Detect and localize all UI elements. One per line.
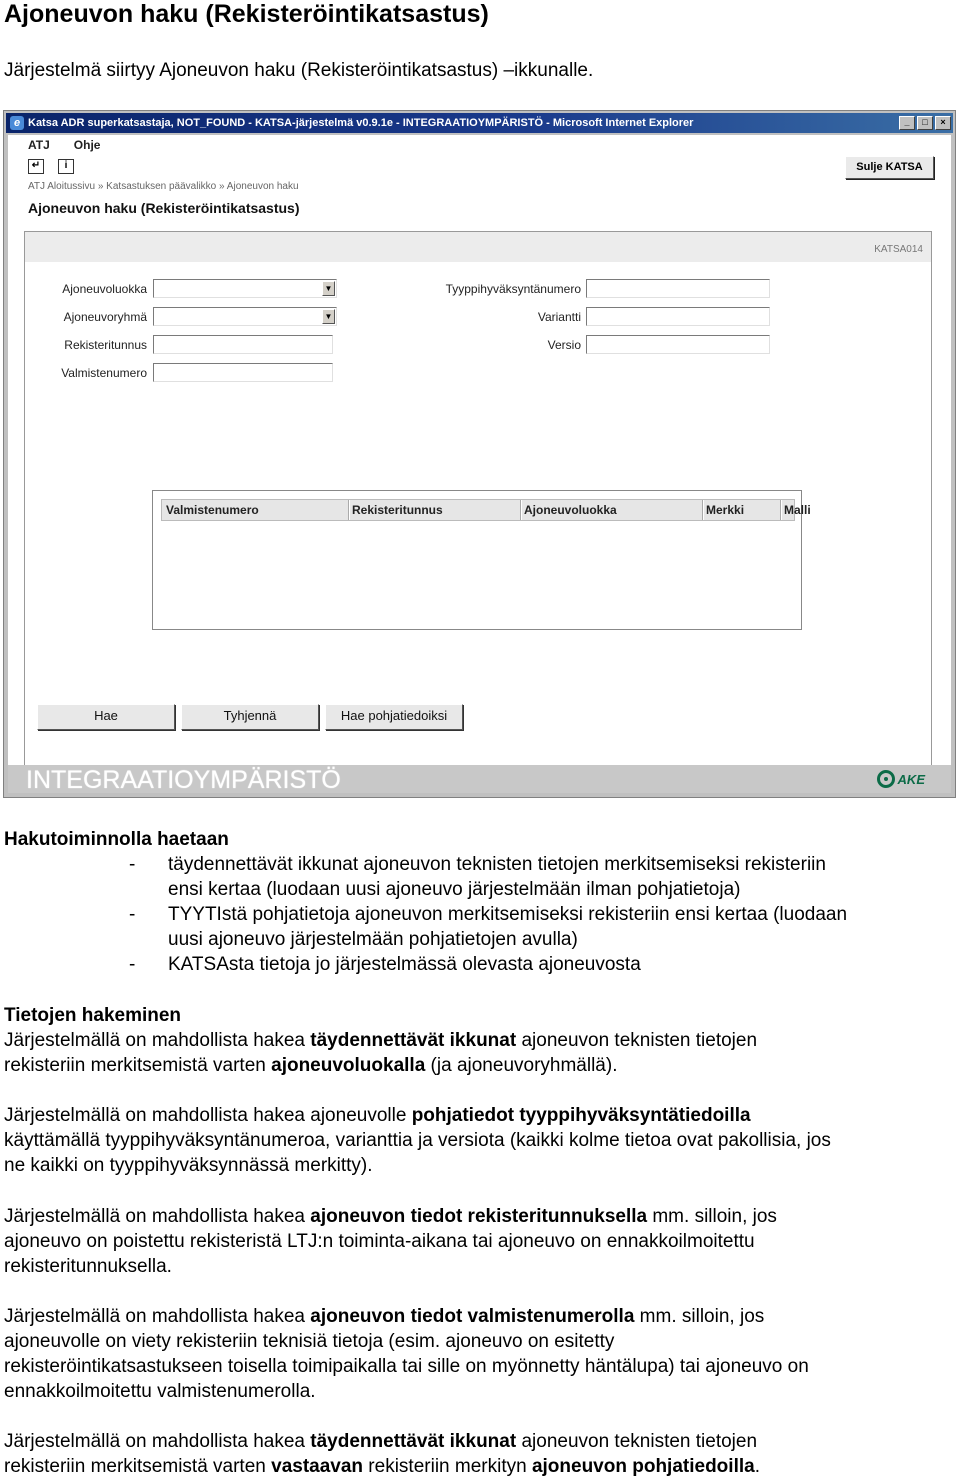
environment-label: INTEGRAATIOYMPÄRISTÖ xyxy=(26,766,341,794)
search-panel xyxy=(24,231,932,777)
fetch-section xyxy=(4,1003,954,1078)
menu-item-ohje[interactable]: Ohje xyxy=(73,138,101,152)
field-label-rekisteritunnus: Rekisteritunnus xyxy=(64,338,147,352)
field-label-tyyppihyvaksyntanumero: Tyyppihyväksyntänumero xyxy=(445,282,581,296)
versio-input[interactable] xyxy=(586,335,770,354)
window-titlebar xyxy=(6,113,953,133)
paragraph-base-data: Järjestelmällä on mahdollista hakea täydennettävät ikkunat ajoneuvon teknisten tietojen rekisteriin merkitsemistä varten vastaavan rekisteriin merkityn ajoneuvon pohjatiedoilla. xyxy=(4,1431,760,1477)
column-header-merkki[interactable]: Merkki xyxy=(706,503,745,517)
window-title: Katsa ADR superkatsastaja, NOT_FOUND - KATSA-järjestelmä v0.9.1e - INTEGRAATIOYMPÄRISTÖ - Microsoft Internet Explorer xyxy=(28,117,694,129)
menu-bar xyxy=(28,138,100,152)
hae-pohjatiedoiksi-button[interactable]: Hae pohjatiedoiksi xyxy=(325,704,463,730)
column-header-rekisteritunnus[interactable]: Rekisteritunnus xyxy=(352,503,443,517)
browser-window xyxy=(3,110,956,798)
paragraph-vin: Järjestelmällä on mahdollista hakea ajoneuvon tiedot valmistenumerolla mm. silloin, jos ajoneuvolle on viety rekisteriin teknisiä tietoja (esim. ajoneuvo on esitetty rekisteröintikatsastukseen toisella toimipaikalla tai sille on myönnetty häntälupa) tai ajoneuvo on ennakkoilmoitettu valmistenumerolla. xyxy=(4,1306,809,1402)
valmistenumero-input[interactable] xyxy=(153,363,333,382)
intro-text: Järjestelmä siirtyy Ajoneuvon haku (Rekisteröintikatsastus) –ikkunalle. xyxy=(4,60,594,81)
column-header-malli[interactable]: Malli xyxy=(784,503,811,517)
page-title: Ajoneuvon haku (Rekisteröintikatsastus) xyxy=(28,200,300,216)
rekisteritunnus-input[interactable] xyxy=(153,335,333,354)
ake-logo-icon xyxy=(877,770,895,788)
chevron-down-icon[interactable]: ▼ xyxy=(322,281,335,296)
app-page xyxy=(8,135,951,793)
field-label-variantti: Variantti xyxy=(537,310,581,324)
close-katsa-button[interactable]: Sulje KATSA xyxy=(845,156,934,179)
tyhjenna-button[interactable]: Tyhjennä xyxy=(181,704,319,730)
results-table-header xyxy=(161,499,811,521)
search-heading: Hakutoiminnolla haetaan xyxy=(4,829,229,850)
paragraph-registration-number: Järjestelmällä on mahdollista hakea ajoneuvon tiedot rekisteritunnuksella mm. silloin, jos ajoneuvo on poistettu rekisteristä LTJ:n toiminta-aikana tai ajoneuvo on ennakkoilmoitettu rekisteritunnuksella. xyxy=(4,1206,777,1277)
fetch-heading: Tietojen hakeminen xyxy=(4,1005,182,1026)
menu-item-atj[interactable]: ATJ xyxy=(28,138,50,152)
ake-logo-text: AKE xyxy=(897,771,925,787)
hae-button[interactable]: Hae xyxy=(37,704,175,730)
breadcrumb[interactable]: ATJ Aloitussivu » Katsastuksen päävalikko » Ajoneuvon haku xyxy=(28,181,299,192)
field-label-valmistenumero: Valmistenumero xyxy=(61,366,147,380)
results-table xyxy=(152,490,811,630)
environment-bar xyxy=(8,765,951,793)
paragraph: Järjestelmällä on mahdollista hakea täydennettävät ikkunat ajoneuvon teknisten tietojen xyxy=(4,1030,758,1051)
paragraph: rekisteriin merkitsemistä varten ajoneuvoluokalla (ja ajoneuvoryhmällä). xyxy=(4,1055,618,1076)
maximize-icon[interactable]: □ xyxy=(917,116,933,130)
ajoneuvoryhma-select[interactable] xyxy=(153,307,337,326)
chevron-down-icon[interactable]: ▼ xyxy=(322,309,335,324)
panel-header xyxy=(25,232,931,262)
column-header-valmistenumero[interactable]: Valmistenumero xyxy=(166,503,259,517)
close-icon[interactable]: × xyxy=(935,116,951,130)
field-label-ajoneuvoluokka: Ajoneuvoluokka xyxy=(62,282,147,296)
paragraph-type-approval: Järjestelmällä on mahdollista hakea ajoneuvolle pohjatiedot tyyppihyväksyntätiedoilla käyttämällä tyyppihyväksyntänumeroa, varianttia ja versiota (kaikki kolme tietoa ovat pakollisia, jos ne kaikki on tyyppihyväksynnässä merkitty). xyxy=(4,1105,831,1176)
screen-code: KATSA014 xyxy=(874,244,923,255)
column-header-ajoneuvoluokka[interactable]: Ajoneuvoluokka xyxy=(524,503,617,517)
back-arrow-icon[interactable]: ↵ xyxy=(28,159,44,174)
minimize-icon[interactable]: _ xyxy=(899,116,915,130)
variantti-input[interactable] xyxy=(586,307,770,326)
field-label-ajoneuvoryhma: Ajoneuvoryhmä xyxy=(63,310,147,324)
ajoneuvoluokka-select[interactable] xyxy=(153,279,337,298)
ake-logo xyxy=(877,769,925,789)
document-title: Ajoneuvon haku (Rekisteröintikatsastus) xyxy=(4,0,489,28)
tyyppihyvaksyntanumero-input[interactable] xyxy=(586,279,770,298)
field-label-versio: Versio xyxy=(547,338,581,352)
browser-icon: e xyxy=(10,116,24,130)
info-icon[interactable]: i xyxy=(58,159,74,174)
